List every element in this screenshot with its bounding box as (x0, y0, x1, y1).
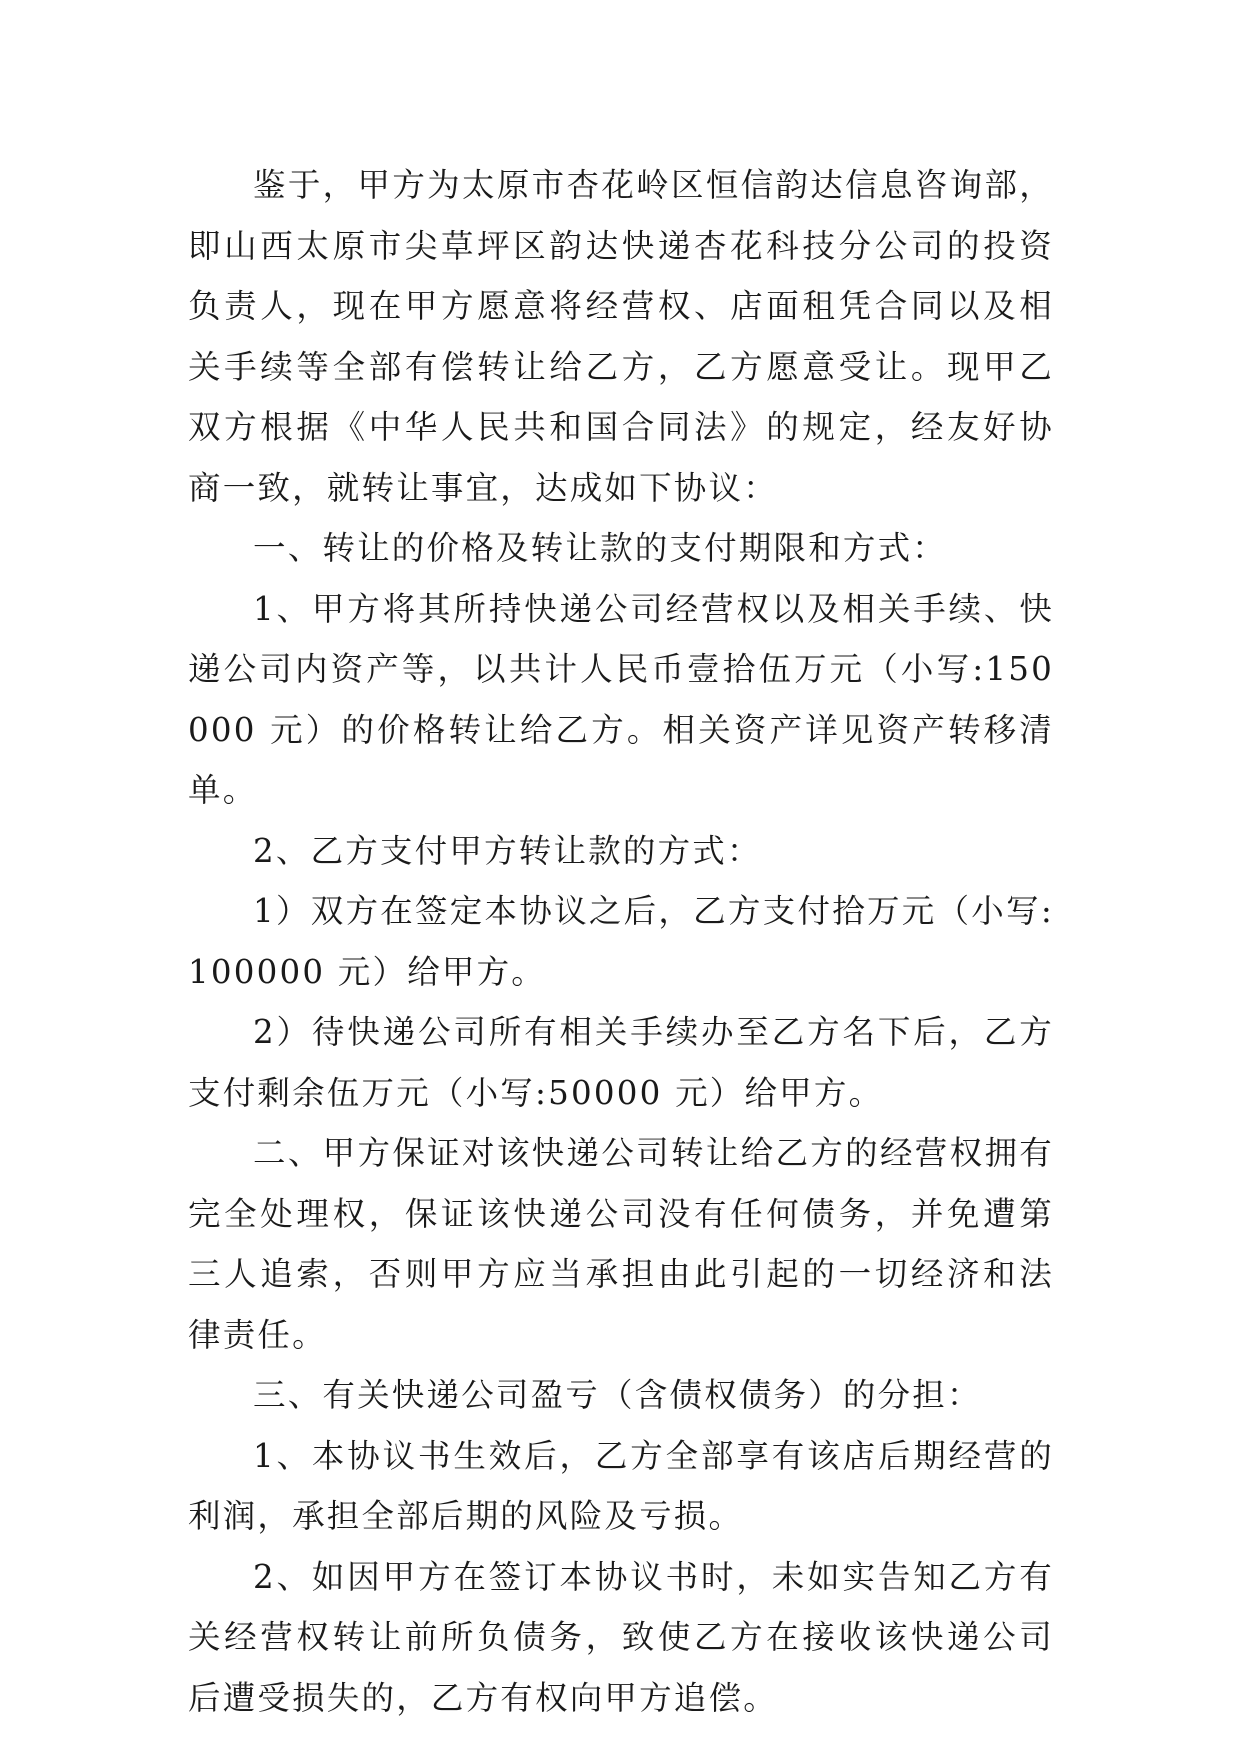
payment-step-1: 1）双方在签定本协议之后，乙方支付拾万元（小写:100000 元）给甲方。 (188, 892, 1054, 991)
preamble-paragraph: 鉴于，甲方为太原市杏花岭区恒信韵达信息咨询部，即山西太原市尖草坪区韵达快递杏花科技分公司的投资负责人，现在甲方愿意将经营权、店面租凭合同以及相关手续等全部有偿转让给乙方，乙方愿意受让。现甲乙双方根据《中华人民共和国合同法》的规定，经友好协商一致，就转让事宜，达成如下协议： (188, 166, 1054, 507)
payment-step-2: 2）待快递公司所有相关手续办至乙方名下后，乙方支付剩余伍万元（小写:50000 元）给甲方。 (188, 1013, 1054, 1112)
section-1-item-1: 1、甲方将其所持快递公司经营权以及相关手续、快递公司内资产等，以共计人民币壹拾伍万元（小写:150000 元）的价格转让给乙方。相关资产详见资产转移清单。 (188, 589, 1054, 809)
section-1-item-2: 2、乙方支付甲方转让款的方式： (253, 831, 762, 870)
section-3-item-1: 1、本协议书生效后，乙方全部享有该店后期经营的利润，承担全部后期的风险及亏损。 (188, 1436, 1054, 1535)
section-3-heading: 三、有关快递公司盈亏（含债权债务）的分担： (253, 1376, 982, 1414)
section-3-item-2: 2、如因甲方在签订本协议书时，未如实告知乙方有关经营权转让前所负债务，致使乙方在接收该快递公司后遭受损失的，乙方有权向甲方追偿。 (188, 1557, 1054, 1717)
section-1-heading: 一、转让的价格及转让款的支付期限和方式： (253, 529, 948, 567)
document-body (188, 155, 1054, 1728)
section-2-paragraph: 二、甲方保证对该快递公司转让给乙方的经营权拥有完全处理权，保证该快递公司没有任何债务，并免遭第三人追索，否则甲方应当承担由此引起的一切经济和法律责任。 (188, 1134, 1054, 1354)
